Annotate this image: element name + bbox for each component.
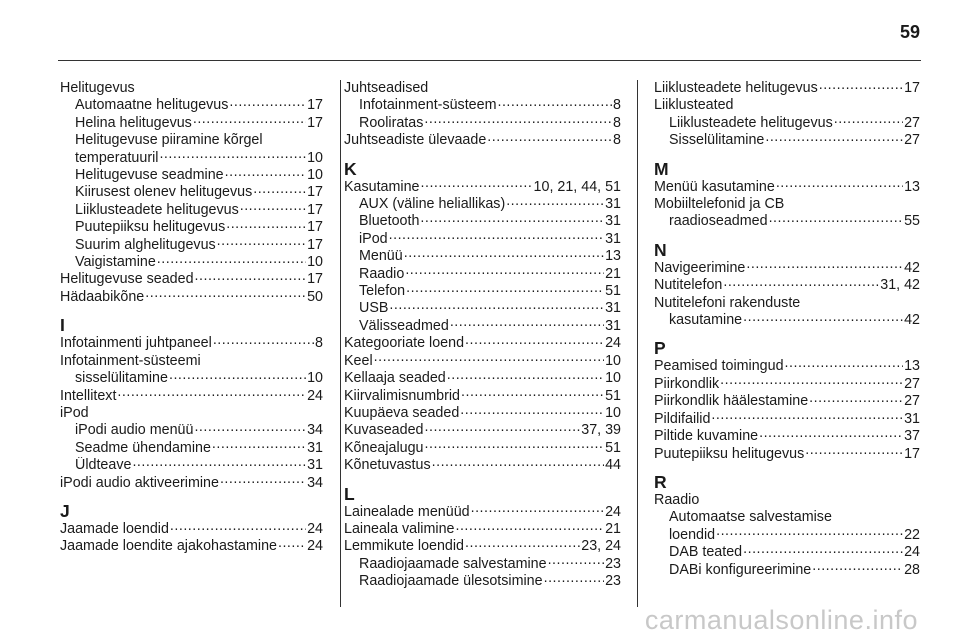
index-entry-term: Piirkondlik häälestamine	[654, 393, 809, 410]
index-entry	[60, 271, 323, 288]
dot-leader	[743, 544, 903, 556]
dot-leader	[389, 300, 604, 312]
index-entry	[654, 196, 920, 213]
index-letter-heading: P	[654, 338, 666, 359]
index-letter-heading: M	[654, 158, 669, 179]
dot-leader	[193, 115, 306, 127]
index-entry-term: Seadme ühendamine	[75, 439, 211, 456]
index-entry	[60, 237, 323, 254]
index-entry	[344, 318, 621, 335]
index-entry	[344, 213, 621, 230]
dot-leader	[487, 132, 612, 144]
index-entry-term: Kõneajalugu	[344, 439, 424, 456]
index-entry-page: 23, 24	[581, 538, 621, 555]
index-entry-page: 8	[613, 97, 621, 114]
dot-leader	[711, 411, 903, 423]
index-entry	[654, 115, 920, 132]
dot-leader	[278, 538, 306, 550]
dot-leader	[812, 562, 903, 574]
index-entry	[654, 179, 920, 196]
index-letter-heading: L	[344, 483, 355, 504]
index-entry-page: 42	[904, 312, 920, 329]
index-entry-page: 51	[605, 283, 621, 300]
index-entry	[344, 97, 621, 114]
dot-leader	[405, 266, 604, 278]
index-entry	[344, 504, 621, 521]
index-entry	[654, 562, 920, 579]
dot-leader	[213, 335, 314, 347]
dot-leader	[759, 428, 903, 440]
index-entry-term: Sisselülitamine	[669, 132, 765, 149]
dot-leader	[548, 556, 605, 568]
index-entry	[654, 358, 920, 375]
index-entry-term: Nutitelefoni rakenduste	[654, 294, 801, 311]
dot-leader	[544, 573, 605, 585]
index-entry-term: Suurim alghelitugevus	[75, 236, 216, 253]
index-entry-term: Kategooriate loend	[344, 335, 465, 352]
index-entry	[60, 202, 323, 219]
index-entry-term: Hädaabikõne	[60, 288, 145, 305]
index-entry-term: Navigeerimine	[654, 259, 746, 276]
dot-leader	[834, 115, 903, 127]
index-entry-term: Helitugevuse seadmine	[75, 167, 224, 184]
column-divider	[637, 80, 638, 607]
dot-leader	[170, 521, 306, 533]
dot-leader	[253, 184, 306, 196]
index-entry-page: 31	[605, 196, 621, 213]
index-entry-term: iPodi audio menüü	[75, 422, 194, 439]
dot-leader	[447, 370, 604, 382]
index-letter-heading: R	[654, 471, 667, 492]
index-entry	[654, 213, 920, 230]
watermark: carmanualsonline.info	[644, 605, 918, 635]
dot-leader	[471, 504, 604, 516]
index-entry-term: temperatuuril	[75, 149, 159, 166]
index-entry	[654, 376, 920, 393]
index-entry	[344, 370, 621, 387]
dot-leader	[716, 527, 903, 539]
index-entry-page: 51	[605, 387, 621, 404]
index-entry	[344, 538, 621, 555]
index-entry	[60, 80, 323, 97]
dot-leader	[776, 179, 903, 191]
index-entry-page: 24	[904, 544, 920, 561]
index-entry-page: 13	[904, 178, 920, 195]
dot-leader	[746, 260, 903, 272]
index-entry	[654, 527, 920, 544]
index-entry-term: Bluetooth	[359, 213, 420, 230]
index-entry	[344, 556, 621, 573]
dot-leader	[765, 132, 903, 144]
index-entry-term: Kellaaja seaded	[344, 370, 446, 387]
index-entry-term: Automaatse salvestamise	[669, 509, 832, 526]
dot-leader	[157, 254, 306, 266]
index-entry	[344, 335, 621, 352]
dot-leader	[240, 202, 306, 214]
index-entry-page: 17	[904, 80, 920, 96]
index-entry-term: Kõnetuvastus	[344, 457, 431, 474]
dot-leader	[785, 358, 904, 370]
index-entry	[654, 312, 920, 329]
index-entry-term: Juhtseadised	[344, 80, 429, 96]
index-entry	[344, 266, 621, 283]
dot-leader	[455, 521, 604, 533]
dot-leader	[465, 335, 604, 347]
index-letter-heading: I	[60, 315, 65, 336]
dot-leader	[432, 457, 604, 469]
dot-leader	[425, 440, 605, 452]
dot-leader	[425, 422, 581, 434]
index-entry-term: Raadio	[359, 265, 405, 282]
column-divider	[340, 80, 341, 607]
index-entry	[344, 521, 621, 538]
dot-leader	[132, 457, 306, 469]
index-entry-term: Puutepiiksu helitugevus	[654, 445, 805, 462]
index-entry-term: Raadio	[654, 491, 700, 508]
index-entry-page: 21	[605, 265, 621, 282]
dot-leader	[497, 97, 612, 109]
index-entry	[344, 300, 621, 317]
index-entry-page: 27	[904, 375, 920, 392]
index-entry-page: 24	[307, 538, 323, 555]
dot-leader	[460, 405, 604, 417]
index-entry-page: 31	[904, 410, 920, 427]
index-entry	[60, 219, 323, 236]
index-entry	[60, 440, 323, 457]
dot-leader	[145, 289, 306, 301]
index-entry-term: USB	[359, 300, 389, 317]
index-entry-term: Kasutamine	[344, 178, 420, 195]
index-entry-page: 31	[605, 213, 621, 230]
index-entry	[344, 196, 621, 213]
index-entry	[344, 573, 621, 590]
index-entry-term: iPod	[60, 404, 89, 421]
index-entry-term: Infotainment-süsteemi	[60, 352, 201, 369]
index-entry	[344, 388, 621, 405]
index-entry-page: 24	[605, 503, 621, 520]
index-entry-term: Infotainment-süsteem	[359, 97, 497, 114]
index-entry	[60, 388, 323, 405]
dot-leader	[461, 388, 604, 400]
index-entry-page: 34	[307, 474, 323, 491]
index-entry-page: 10	[307, 370, 323, 387]
index-entry-term: Nutitelefon	[654, 277, 723, 294]
index-entry-term: Kuvaseaded	[344, 422, 424, 439]
dot-leader	[465, 538, 580, 550]
index-entry	[654, 295, 920, 312]
index-entry	[654, 544, 920, 561]
index-entry-term: Intellitext	[60, 387, 117, 404]
index-entry-term: iPod	[359, 230, 388, 247]
dot-leader	[450, 318, 604, 330]
index-entry	[654, 97, 920, 114]
index-entry	[60, 150, 323, 167]
index-entry	[654, 428, 920, 445]
index-entry-term: DABi konfigureerimine	[669, 561, 812, 578]
index-entry-term: raadioseadmed	[669, 213, 768, 230]
index-entry-term: Raadiojaamade ülesotsimine	[359, 573, 543, 590]
dot-leader	[406, 283, 604, 295]
index-entry-term: iPodi audio aktiveerimine	[60, 474, 219, 491]
index-entry-page: 17	[307, 97, 323, 114]
index-letter-heading: J	[60, 500, 70, 521]
index-entry	[344, 283, 621, 300]
dot-leader	[159, 150, 306, 162]
index-entry-term: Puutepiiksu helitugevus	[75, 219, 226, 236]
index-entry	[654, 132, 920, 149]
index-entry-page: 27	[904, 132, 920, 149]
index-entry-term: Laineala valimine	[344, 520, 455, 537]
index-entry-page: 8	[613, 132, 621, 149]
index-entry-term: Keel	[344, 352, 373, 369]
index-entry-term: Üldteave	[75, 457, 132, 474]
index-entry-term: Helitugevuse seaded	[60, 271, 194, 288]
dot-leader	[374, 353, 604, 365]
index-entry-term: Jaamade loendid	[60, 520, 169, 537]
index-entry	[60, 422, 323, 439]
index-entry-page: 10	[605, 404, 621, 421]
dot-leader	[743, 312, 903, 324]
index-entry-term: sisselülitamine	[75, 370, 168, 387]
dot-leader	[194, 422, 306, 434]
index-entry	[654, 393, 920, 410]
dot-leader	[723, 277, 879, 289]
index-entry-page: 10, 21, 44, 51	[533, 178, 621, 195]
index-entry-term: Lemmikute loendid	[344, 538, 465, 555]
index-entry	[344, 115, 621, 132]
index-entry-page: 31	[605, 230, 621, 247]
index-entry	[60, 405, 323, 422]
dot-leader	[720, 376, 903, 388]
index-entry-page: 42	[904, 259, 920, 276]
index-entry-page: 27	[904, 393, 920, 410]
index-entry-term: Mobiiltelefonid ja CB	[654, 196, 785, 213]
index-entry-page: 34	[307, 422, 323, 439]
index-entry-page: 31	[307, 457, 323, 474]
index-entry-page: 31, 42	[880, 277, 920, 294]
index-entry-term: Raadiojaamade salvestamine	[359, 555, 547, 572]
index-entry	[60, 167, 323, 184]
index-entry-page: 8	[315, 335, 323, 352]
index-entry-page: 31	[307, 439, 323, 456]
dot-leader	[506, 196, 604, 208]
index-entry	[60, 353, 323, 370]
index-column-3	[654, 80, 920, 579]
index-entry	[654, 260, 920, 277]
index-entry-term: kasutamine	[669, 312, 743, 329]
dot-leader	[117, 388, 306, 400]
index-entry-term: Liiklusteadete helitugevus	[75, 201, 239, 218]
index-entry	[344, 179, 621, 196]
index-entry-term: AUX (väline heliallikas)	[359, 196, 506, 213]
index-entry-page: 31	[605, 300, 621, 317]
index-entry	[654, 446, 920, 463]
index-entry	[654, 277, 920, 294]
dot-leader	[225, 167, 306, 179]
index-entry-page: 21	[605, 520, 621, 537]
dot-leader	[169, 370, 306, 382]
index-entry-term: Menüü kasutamine	[654, 178, 775, 195]
index-entry-page: 8	[613, 114, 621, 131]
index-entry-page: 17	[307, 184, 323, 201]
index-entry-page: 27	[904, 114, 920, 131]
index-entry-term: Peamised toimingud	[654, 358, 784, 375]
index-entry	[60, 254, 323, 271]
index-entry	[60, 475, 323, 492]
index-entry-page: 17	[307, 219, 323, 236]
dot-leader	[389, 231, 604, 243]
index-entry-term: Kiirvalimisnumbrid	[344, 387, 460, 404]
index-entry-page: 10	[307, 149, 323, 166]
index-entry	[60, 115, 323, 132]
index-entry-term: Jaamade loendite ajakohastamine	[60, 538, 277, 555]
index-entry-page: 17	[904, 445, 920, 462]
dot-leader	[420, 213, 604, 225]
dot-leader	[769, 213, 904, 225]
index-entry-term: Kiirusest olenev helitugevus	[75, 184, 253, 201]
index-entry-term: Rooliratas	[359, 114, 424, 131]
dot-leader	[404, 248, 604, 260]
index-entry-page: 28	[904, 561, 920, 578]
index-entry-term: Juhtseadiste ülevaade	[344, 132, 487, 149]
index-entry	[60, 538, 323, 555]
index-letter-heading: N	[654, 239, 667, 260]
index-entry	[60, 132, 323, 149]
index-entry-term: Välisseadmed	[359, 317, 449, 334]
dot-leader	[424, 115, 612, 127]
index-entry-page: 37, 39	[581, 422, 621, 439]
index-entry-term: Piltide kuvamine	[654, 428, 759, 445]
index-entry	[344, 457, 621, 474]
index-letter-heading: K	[344, 158, 357, 179]
index-entry-page: 31	[605, 317, 621, 334]
index-entry	[60, 521, 323, 538]
index-entry-term: Infotainmenti juhtpaneel	[60, 335, 212, 352]
index-entry	[344, 353, 621, 370]
dot-leader	[805, 446, 903, 458]
index-entry-page: 22	[904, 526, 920, 543]
index-entry	[60, 370, 323, 387]
dot-leader	[217, 237, 306, 249]
index-entry-page: 17	[307, 114, 323, 131]
index-entry	[344, 231, 621, 248]
index-entry-term: Liiklusteadete helitugevus	[654, 80, 818, 96]
index-entry-term: DAB teated	[669, 544, 743, 561]
index-entry	[344, 440, 621, 457]
index-entry-term: Lainealade menüüd	[344, 503, 470, 520]
index-entry-page: 10	[307, 254, 323, 271]
index-entry-term: Helitugevus	[60, 80, 135, 96]
index-entry-page: 24	[605, 335, 621, 352]
index-column-2	[344, 80, 621, 591]
dot-leader	[195, 271, 307, 283]
index-entry-term: Helitugevuse piiramine kõrgel	[75, 132, 263, 149]
page-number: 59	[899, 22, 920, 42]
index-entry	[344, 422, 621, 439]
dot-leader	[220, 475, 306, 487]
index-entry-term: Menüü	[359, 248, 403, 265]
index-entry	[344, 248, 621, 265]
index-entry	[60, 289, 323, 306]
index-entry	[654, 492, 920, 509]
dot-leader	[819, 80, 903, 92]
index-entry-page: 17	[307, 271, 323, 288]
index-entry-term: Vaigistamine	[75, 254, 156, 271]
index-entry	[344, 80, 621, 97]
index-entry-page: 44	[605, 457, 621, 474]
index-entry	[654, 411, 920, 428]
index-entry-page: 10	[307, 167, 323, 184]
index-entry	[654, 509, 920, 526]
dot-leader	[809, 393, 903, 405]
index-entry	[344, 405, 621, 422]
index-entry-term: loendid	[669, 526, 716, 543]
index-entry-page: 17	[307, 201, 323, 218]
index-entry-page: 17	[307, 236, 323, 253]
index-entry-page: 55	[904, 213, 920, 230]
index-entry	[344, 132, 621, 149]
index-entry-page: 23	[605, 555, 621, 572]
index-entry-term: Liiklusteated	[654, 97, 734, 114]
index-entry	[654, 80, 920, 97]
index-entry-page: 10	[605, 352, 621, 369]
index-entry-page: 13	[904, 358, 920, 375]
index-entry-term: Liiklusteadete helitugevus	[669, 114, 833, 131]
index-column-1	[60, 80, 323, 556]
dot-leader	[421, 179, 533, 191]
index-entry-term: Kuupäeva seaded	[344, 404, 460, 421]
index-entry-term: Helina helitugevus	[75, 114, 192, 131]
dot-leader	[229, 97, 306, 109]
index-entry-page: 10	[605, 370, 621, 387]
index-entry-page: 24	[307, 387, 323, 404]
index-entry-page: 50	[307, 288, 323, 305]
index-entry-page: 37	[904, 428, 920, 445]
index-entry-page: 24	[307, 520, 323, 537]
index-entry-term: Automaatne helitugevus	[75, 97, 229, 114]
index-entry-term: Telefon	[359, 283, 406, 300]
index-entry-page: 13	[605, 248, 621, 265]
index-entry	[60, 457, 323, 474]
index-entry	[60, 97, 323, 114]
index-entry-term: Pildifailid	[654, 410, 711, 427]
index-entry	[60, 184, 323, 201]
index-entry-page: 23	[605, 573, 621, 590]
index-entry	[60, 335, 323, 352]
dot-leader	[226, 219, 306, 231]
dot-leader	[212, 440, 306, 452]
index-entry-page: 51	[605, 439, 621, 456]
index-entry-term: Piirkondlik	[654, 375, 720, 392]
header-rule	[58, 60, 921, 61]
